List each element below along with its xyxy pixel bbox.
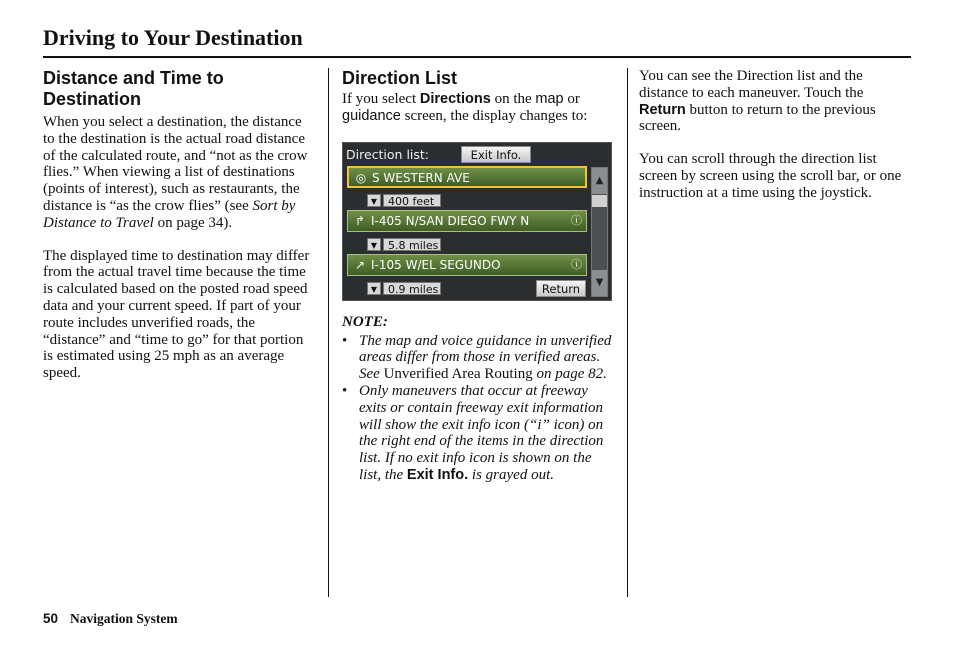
direction-row[interactable] [347,254,587,276]
column-direction-list [342,68,614,484]
merge-icon: ↗ [354,257,366,272]
text: button to return to the previous screen. [639,101,876,135]
paragraph-distance [43,114,313,232]
directions-term: Directions [419,91,491,107]
text: screen, the display changes to: [400,107,588,124]
page-number: 50 [43,611,59,626]
text: If you select [342,91,420,107]
cross-reference: Unverified Area Routing [383,366,533,383]
text: Only maneuvers that occur at freeway exits or contain freeway exit information will show the exit info icon (“i” icon) on the right end of the items in the direction list. If no exit info icon is shown on the list, the [359,382,604,483]
exit-info-icon: ⓘ [571,213,582,227]
note-item [342,333,614,383]
bullet: • [342,382,348,399]
note-item [342,383,614,484]
footer-section: Navigation System [70,611,178,626]
scroll-up-icon[interactable]: ▲ [592,168,607,194]
column-distance-time [43,68,313,382]
direction-street: I-105 W/EL SEGUNDO [371,257,501,272]
turn-right-icon: ↱ [354,213,366,228]
screen-header: Direction list: [346,146,430,162]
text: You can see the Direction list and the distance to each maneuver. Touch the [639,68,864,101]
text: on page 82. [532,366,607,383]
text: When you select a destination, the distance to the destination is the actual road distance of the calculated route, and “not as the crow flies.” When viewing a list of destinations (points of interest), such as restaurants, the distance is “as the crow flies” (see [43,114,308,214]
column-direction-help [639,68,911,202]
scroll-down-icon[interactable]: ▼ [592,270,607,296]
distance-value: 5.8 miles [383,238,441,251]
exit-info-icon: ⓘ [571,257,582,271]
direction-street: S WESTERN AVE [372,170,470,185]
return-term: Return [639,101,686,118]
exit-info-term: Exit Info. [406,466,469,483]
text: on page 34). [153,214,233,231]
text: is grayed out. [468,466,554,483]
distance-row [367,194,441,208]
distance-row [367,282,441,296]
down-arrow-icon: ▼ [367,194,381,207]
exit-info-button[interactable]: Exit Info. [461,146,531,163]
page-title: Driving to Your Destination [43,25,303,50]
paragraph-time: The displayed time to destination may differ from the actual travel time because the time is calculated based on the posted road speed data and your current speed. If part of your route includes unverified roads, the “distance” and “time to go” for that portion is estimated using 25 mph as an average speed. [43,247,310,382]
section-heading-direction-list: Direction List [342,68,458,88]
cross-reference: Sort by Distance to Travel [43,197,296,231]
direction-row[interactable] [347,166,587,188]
page-footer [43,611,178,627]
guidance-term: guidance [342,107,401,124]
return-button[interactable]: Return [536,280,586,297]
text: The map and voice guidance in unverified areas differ from those in verified areas. See [359,332,612,383]
destination-icon: ◎ [355,170,367,185]
note-list [342,333,614,484]
text: or [563,91,580,107]
distance-value: 0.9 miles [383,282,441,295]
bullet: • [342,332,348,349]
column-divider [627,68,628,597]
title-rule [43,56,911,58]
column-divider [328,68,329,597]
scrollbar[interactable] [591,167,608,297]
paragraph-return [639,68,911,135]
distance-row [367,238,441,252]
text: on the [490,91,536,107]
section-heading-distance-time: Distance and Time to Destination [43,68,224,109]
map-term: map [535,91,564,107]
note-heading: NOTE: [342,313,388,330]
distance-value: 400 feet [383,194,441,207]
paragraph-scroll: You can scroll through the direction list screen by screen using the scroll bar, or one instruction at a time using the joystick. [639,151,902,201]
direction-list-screenshot [342,142,612,301]
direction-street: I-405 N/SAN DIEGO FWY N [371,213,530,228]
paragraph-direction-intro [342,91,614,125]
down-arrow-icon: ▼ [367,238,381,251]
down-arrow-icon: ▼ [367,282,381,295]
scroll-thumb[interactable] [592,195,607,207]
direction-row[interactable] [347,210,587,232]
